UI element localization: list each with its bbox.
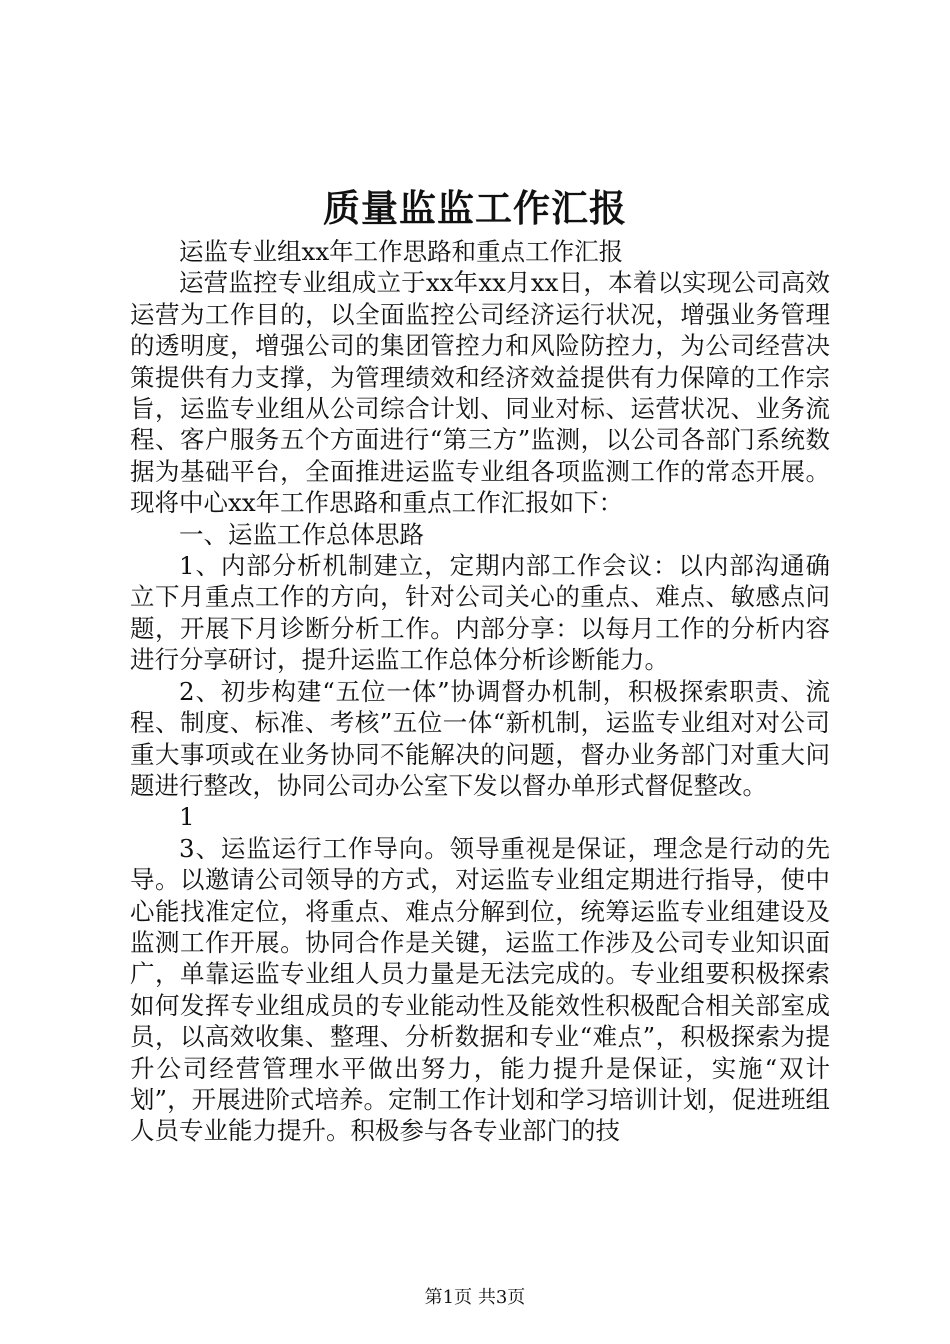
section-heading: 一、运监工作总体思路	[179, 519, 424, 549]
subtitle-paragraph: 运监专业组xx年工作思路和重点工作汇报	[179, 237, 624, 266]
point-3-paragraph: 3、运监运行工作导向。领导重视是保证，理念是行动的先导。以邀请公司领导的方式，对运监专业组定期进行指导，使中心能找准定位，将重点、难点分解到位，统筹运监专业组建设及监测工作开展。协同合作是关键，运监工作涉及公司专业知识面广，单靠运监专业组人员力量是无法完成的。专业组要积极探索如何发挥专业组成员的专业能动性及能效性积极配合相关部室成员，以高效收集、整理、分析数据和专业“难点”，积极探索为提升公司经营管理水平做出努力，能力提升是保证，实施“双计划”，开展进阶式培养。定制工作计划和学习培训计划，促进班组人员专业能力提升。积极参与各专业部门的技	[130, 833, 830, 1146]
point-1-paragraph: 1、内部分析机制建立，定期内部工作会议：以内部沟通确立下月重点工作的方向，针对公司关心的重点、难点、敏感点问题，开展下月诊断分析工作。内部分享：以每月工作的分析内容进行分享研讨，提升运监工作总体分析诊断能力。	[130, 551, 830, 675]
document-title: 质量监监工作汇报	[323, 186, 627, 230]
point-2-paragraph: 2、初步构建“五位一体”协调督办机制，积极探索职责、流程、制度、标准、考核”五位一体“新机制，运监专业组对对公司重大事项或在业务协同不能解决的问题，督办业务部门对重大问题进行整改，协同公司办公室下发以督办单形式督促整改。	[130, 676, 830, 800]
intro-paragraph: 运营监控专业组成立于xx年xx月xx日，本着以实现公司高效运营为工作目的，以全面监控公司经济运行状况，增强业务管理的透明度，增强公司的集团管控力和风险防控力，为公司经营决策提供有力支撑，为管理绩效和经济效益提供有力保障的工作宗旨，运监专业组从公司综合计划、同业对标、运营状况、业务流程、客户服务五个方面进行“第三方”监测，以公司各部门系统数据为基础平台，全面推进运监专业组各项监测工作的常态开展。现将中心xx年工作思路和重点工作汇报如下：	[130, 268, 830, 518]
document-body	[130, 236, 830, 1147]
page-footer: 第1页 共3页	[424, 1287, 526, 1308]
inline-page-number: 1	[179, 802, 195, 832]
